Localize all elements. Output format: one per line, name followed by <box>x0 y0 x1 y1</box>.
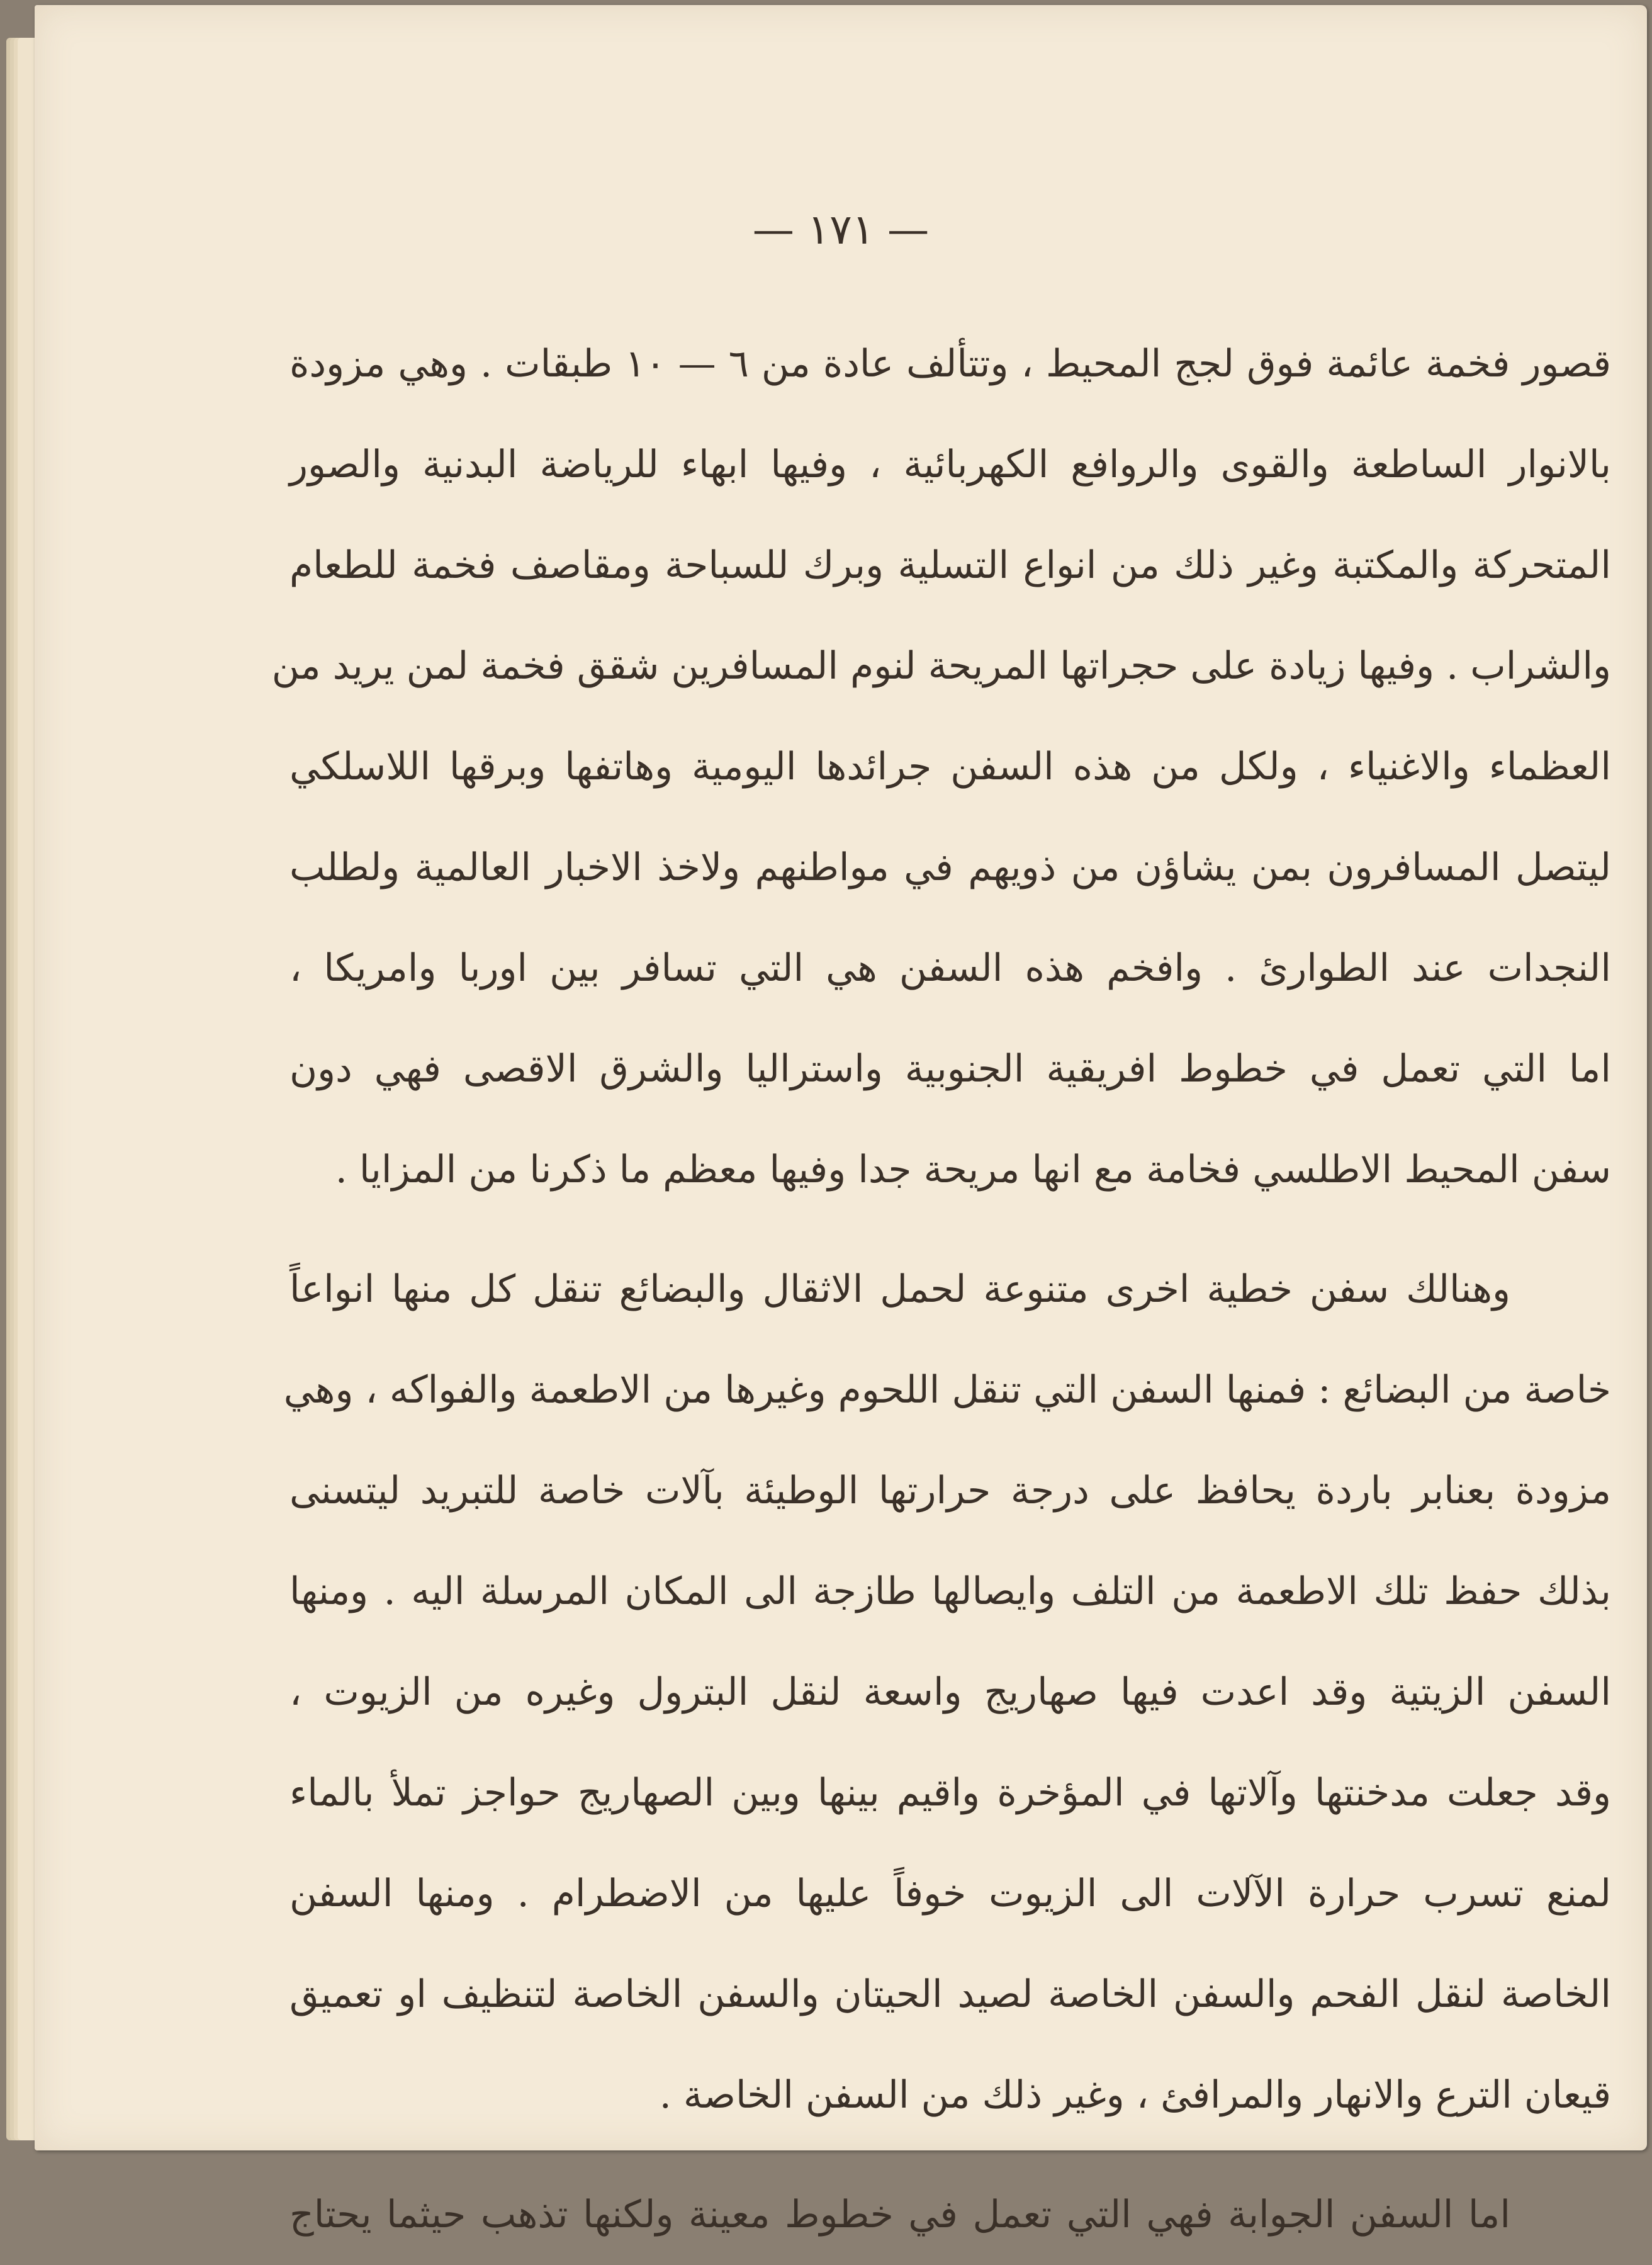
text-line: مزودة بعنابر باردة يحافظ على درجة حرارتها الوطيئة بآلات خاصة للتبريد ليتسنى <box>289 1469 1611 1513</box>
text-line: اما التي تعمل في خطوط افريقية الجنوبية واستراليا والشرق الاقصى فهي دون <box>289 1047 1611 1091</box>
body-text <box>271 313 1612 2265</box>
text-line: وهنالك سفن خطية اخرى متنوعة لحمل الاثقال والبضائع تنقل كل منها انواعاً <box>289 1267 1510 1311</box>
text-line: قيعان الترع والانهار والمرافئ ، وغير ذلك من السفن الخاصة . <box>659 2073 1611 2117</box>
text-line: العظماء والاغنياء ، ولكل من هذه السفن جرائدها اليومية وهاتفها وبرقها اللاسلكي <box>289 745 1611 789</box>
text-line: بذلك حفظ تلك الاطعمة من التلف وايصالها طازجة الى المكان المرسلة اليه . ومنها <box>289 1569 1611 1613</box>
text-line: والشراب . وفيها زيادة على حجراتها المريحة لنوم المسافرين شقق فخمة لمن يريد من <box>271 644 1611 688</box>
text-line: بالانوار الساطعة والقوى والروافع الكهربائية ، وفيها ابهاء للرياضة البدنية والصور <box>289 443 1611 487</box>
text-line: ليتصل المسافرون بمن يشاؤن من ذويهم في مواطنهم ولاخذ الاخبار العالمية ولطلب <box>289 845 1611 890</box>
text-line: سفن المحيط الاطلسي فخامة مع انها مريحة جدا وفيها معظم ما ذكرنا من المزايا . <box>335 1148 1611 1192</box>
text-line: السفن الزيتية وقد اعدت فيها صهاريج واسعة لنقل البترول وغيره من الزيوت ، <box>289 1670 1611 1714</box>
text-line: وقد جعلت مدخنتها وآلاتها في المؤخرة واقيم بينها وبين الصهاريج حواجز تملأ بالماء <box>289 1771 1611 1815</box>
text-line: المتحركة والمكتبة وغير ذلك من انواع التسلية وبرك للسباحة ومقاصف فخمة للطعام <box>289 543 1611 587</box>
text-line: اما السفن الجوابة فهي التي تعمل في خطوط معينة ولكنها تذهب حيثما يحتاج <box>289 2193 1510 2237</box>
book-page <box>35 5 1647 2237</box>
text-line: النجدات عند الطوارئ . وافخم هذه السفن هي التي تسافر بين اوربا وامريكا ، <box>289 946 1611 990</box>
page-number: — ١٧١ — <box>752 205 930 254</box>
text-line: الخاصة لنقل الفحم والسفن الخاصة لصيد الحيتان والسفن الخاصة لتنظيف او تعميق <box>289 1972 1611 2016</box>
text-line: لمنع تسرب حرارة الآلات الى الزيوت خوفاً عليها من الاضطرام . ومنها السفن <box>289 1872 1611 1916</box>
text-line: خاصة من البضائع : فمنها السفن التي تنقل اللحوم وغيرها من الاطعمة والفواكه ، وهي <box>283 1368 1611 1412</box>
text-line: قصور فخمة عائمة فوق لجج المحيط ، وتتألف عادة من ٦ — ١٠ طبقات . وهي مزودة <box>289 342 1612 386</box>
